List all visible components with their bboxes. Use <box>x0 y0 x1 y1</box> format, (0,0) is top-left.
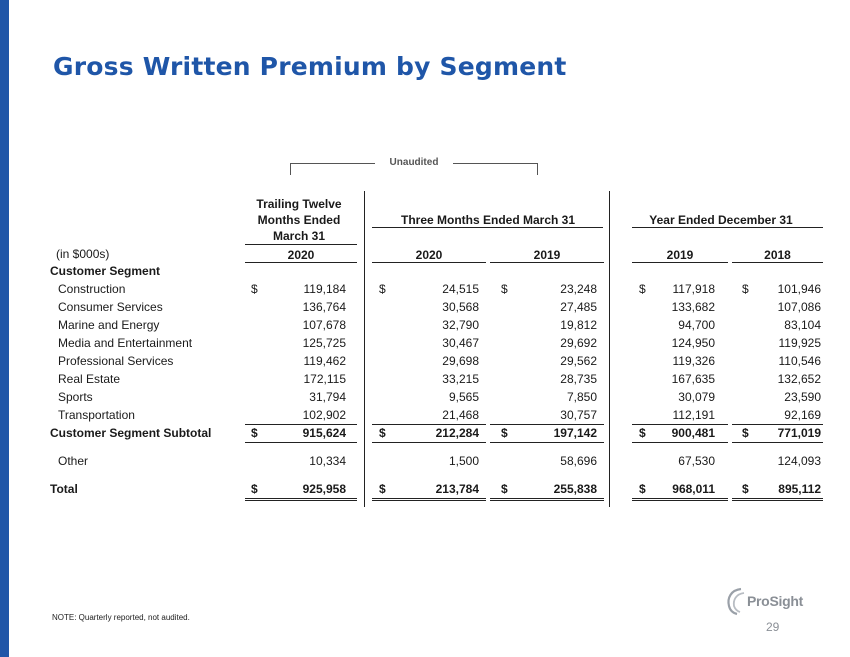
three-months-underline <box>372 227 603 228</box>
value-cell: 30,079 <box>678 390 715 404</box>
year-underline <box>245 262 357 263</box>
currency-symbol: $ <box>639 282 646 296</box>
value-cell: 7,850 <box>566 390 597 404</box>
value-cell: 124,093 <box>777 454 821 468</box>
total-double-rule <box>732 498 823 501</box>
row-label: Sports <box>58 390 93 404</box>
row-label: Media and Entertainment <box>58 336 193 350</box>
units-label: (in $000s) <box>56 247 110 261</box>
year-label: 2019 <box>533 248 561 262</box>
currency-symbol: $ <box>639 482 646 496</box>
table-row <box>0 390 850 408</box>
value-cell: 29,698 <box>442 354 479 368</box>
value-cell: 133,682 <box>671 300 715 314</box>
unaudited-label: Unaudited <box>389 157 439 168</box>
value-cell: 1,500 <box>448 454 479 468</box>
currency-symbol: $ <box>379 282 386 296</box>
row-label: Total <box>50 482 78 496</box>
value-cell: 58,696 <box>560 454 597 468</box>
year-underline <box>372 262 486 263</box>
value-cell: 29,562 <box>560 354 597 368</box>
total-double-rule <box>245 498 357 501</box>
currency-symbol: $ <box>742 482 749 496</box>
row-label: Construction <box>58 282 126 296</box>
subtotal-bottom-rule <box>732 442 823 443</box>
currency-symbol: $ <box>251 426 258 440</box>
value-cell: 107,678 <box>302 318 346 332</box>
value-cell: 32,790 <box>442 318 479 332</box>
total-double-rule <box>632 498 728 501</box>
currency-symbol: $ <box>501 282 508 296</box>
value-cell: 92,169 <box>784 408 821 422</box>
value-cell: 101,946 <box>777 282 821 296</box>
value-cell: 119,184 <box>303 282 346 296</box>
value-cell: 23,248 <box>560 282 597 296</box>
value-cell: 124,950 <box>671 336 715 350</box>
value-cell: 10,334 <box>309 454 346 468</box>
row-label: Other <box>58 454 89 468</box>
value-cell: 197,142 <box>553 426 597 440</box>
segment-heading: Customer Segment <box>50 264 161 278</box>
ttm-header-line: March 31 <box>272 229 326 243</box>
value-cell: 132,652 <box>777 372 821 386</box>
value-cell: 915,624 <box>302 426 346 440</box>
year-label: 2018 <box>764 248 791 262</box>
currency-symbol: $ <box>742 282 749 296</box>
row-label: Customer Segment Subtotal <box>50 426 212 440</box>
value-cell: 30,568 <box>442 300 479 314</box>
value-cell: 255,838 <box>553 482 597 496</box>
ttm-header-underline <box>245 244 357 245</box>
value-cell: 9,565 <box>448 390 479 404</box>
ttm-header-line: Months Ended <box>257 213 341 227</box>
year-label: 2020 <box>415 248 443 262</box>
value-cell: 24,515 <box>442 282 479 296</box>
value-cell: 83,104 <box>784 318 821 332</box>
row-label: Consumer Services <box>58 300 163 314</box>
year-underline <box>632 262 728 263</box>
subtotal-top-rule <box>732 424 823 425</box>
table-row <box>0 372 850 390</box>
row-label: Transportation <box>58 408 135 422</box>
value-cell: 94,700 <box>678 318 715 332</box>
subtotal-top-rule <box>632 424 728 425</box>
value-cell: 900,481 <box>671 426 715 440</box>
year-label: 2019 <box>666 248 694 262</box>
row-label: Real Estate <box>58 372 121 386</box>
value-cell: 925,958 <box>302 482 346 496</box>
company-logo <box>725 586 815 620</box>
currency-symbol: $ <box>639 426 646 440</box>
ttm-header-line: Trailing Twelve <box>256 197 342 211</box>
total-double-rule <box>490 498 604 501</box>
currency-symbol: $ <box>251 282 258 296</box>
value-cell: 107,086 <box>777 300 821 314</box>
value-cell: 212,284 <box>435 426 479 440</box>
subtotal-bottom-rule <box>490 442 604 443</box>
year-ended-header: Year Ended December 31 <box>649 213 793 227</box>
value-cell: 213,784 <box>435 482 479 496</box>
value-cell: 167,635 <box>671 372 715 386</box>
value-cell: 102,902 <box>302 408 346 422</box>
logo-text: ProSight <box>747 593 803 609</box>
total-double-rule <box>372 498 486 501</box>
table-row <box>0 300 850 318</box>
value-cell: 19,812 <box>560 318 597 332</box>
value-cell: 28,735 <box>560 372 597 386</box>
page-title: Gross Written Premium by Segment <box>53 52 567 81</box>
value-cell: 119,326 <box>672 354 715 368</box>
table-row <box>0 282 850 300</box>
value-cell: 119,925 <box>778 336 821 350</box>
subtotal-top-rule <box>490 424 604 425</box>
value-cell: 27,485 <box>560 300 597 314</box>
subtotal-bottom-rule <box>372 442 486 443</box>
ttm-header <box>240 196 358 244</box>
subtotal-bottom-rule <box>245 442 357 443</box>
currency-symbol: $ <box>501 482 508 496</box>
table-row <box>0 454 850 472</box>
table-row <box>0 354 850 372</box>
footnote: NOTE: Quarterly reported, not audited. <box>52 613 190 622</box>
currency-symbol: $ <box>251 482 258 496</box>
value-cell: 30,757 <box>560 408 597 422</box>
value-cell: 112,191 <box>672 408 715 422</box>
table-row <box>0 336 850 354</box>
currency-symbol: $ <box>501 426 508 440</box>
year-underline <box>732 262 823 263</box>
row-label: Marine and Energy <box>58 318 160 332</box>
value-cell: 29,692 <box>560 336 597 350</box>
value-cell: 30,467 <box>442 336 479 350</box>
value-cell: 21,468 <box>442 408 479 422</box>
value-cell: 895,112 <box>778 482 821 496</box>
value-cell: 119,462 <box>303 354 346 368</box>
value-cell: 968,011 <box>672 482 715 496</box>
year-label: 2020 <box>287 248 315 262</box>
three-months-header: Three Months Ended March 31 <box>400 213 576 227</box>
unaudited-bracket <box>290 158 538 176</box>
year-underline <box>490 262 604 263</box>
logo-mark-icon <box>725 586 749 616</box>
value-cell: 31,794 <box>309 390 346 404</box>
currency-symbol: $ <box>379 426 386 440</box>
subtotal-top-rule <box>245 424 357 425</box>
value-cell: 771,019 <box>777 426 821 440</box>
currency-symbol: $ <box>742 426 749 440</box>
value-cell: 67,530 <box>678 454 715 468</box>
value-cell: 136,764 <box>302 300 346 314</box>
value-cell: 33,215 <box>442 372 479 386</box>
year-ended-underline <box>632 227 823 228</box>
value-cell: 117,918 <box>672 282 715 296</box>
value-cell: 110,546 <box>778 354 821 368</box>
subtotal-top-rule <box>372 424 486 425</box>
subtotal-bottom-rule <box>632 442 728 443</box>
page-number: 29 <box>766 620 780 634</box>
currency-symbol: $ <box>379 482 386 496</box>
value-cell: 125,725 <box>302 336 346 350</box>
value-cell: 23,590 <box>784 390 821 404</box>
row-label: Professional Services <box>58 354 174 368</box>
value-cell: 172,115 <box>303 372 346 386</box>
table-row <box>0 318 850 336</box>
